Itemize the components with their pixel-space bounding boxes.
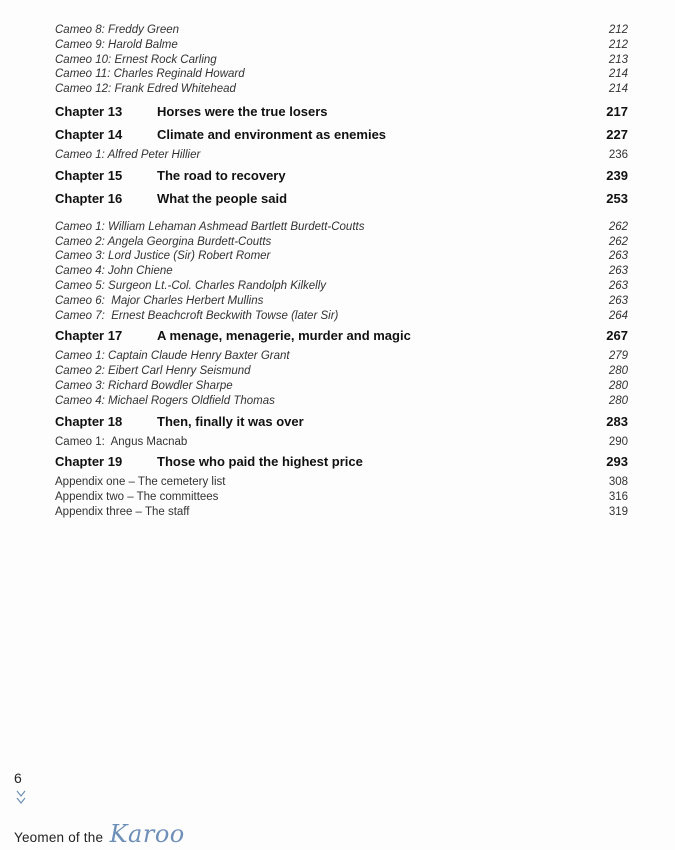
toc-cameo-row[interactable]	[55, 235, 628, 250]
cameo-title: Cameo 8: Freddy Green	[55, 24, 180, 36]
cameo-page: 263	[608, 279, 628, 292]
toc-cameo-row[interactable]	[55, 364, 628, 379]
chapter-number: Chapter 15	[55, 167, 123, 183]
cameo-title: Cameo 7: Ernest Beachcroft Beckwith Towse (later Sir)	[55, 309, 339, 322]
toc-cameo-row[interactable]	[55, 264, 628, 279]
appendix-title: Appendix one – The cemetery list	[55, 476, 226, 489]
appendix-title: Appendix three – The staff	[55, 505, 190, 518]
toc-chapter-row[interactable]	[55, 191, 628, 207]
cameo-title: Cameo 2: Angela Georgina Burdett-Coutts	[55, 235, 272, 248]
cameo-page: 236	[608, 148, 628, 161]
chapter-title: Horses were the true losers	[157, 103, 328, 119]
chapter-number: Chapter 18	[55, 413, 123, 429]
cameo-page: 280	[608, 394, 628, 407]
appendix-page: 319	[608, 505, 628, 518]
cameo-title: Cameo 10: Ernest Rock Carling	[55, 53, 217, 66]
appendix-page: 316	[608, 491, 628, 504]
cameo-page: 213	[608, 53, 628, 66]
toc-appendix-row[interactable]	[55, 505, 628, 520]
toc-cameo-row[interactable]	[55, 294, 628, 309]
cameo-title: Cameo 11: Charles Reginald Howard	[55, 68, 245, 81]
cameo-page: 290	[608, 435, 628, 448]
cameo-title: Cameo 1: Alfred Peter Hillier	[55, 148, 201, 161]
page-number: 6	[14, 770, 22, 786]
toc-chapter-row[interactable]	[55, 328, 628, 344]
cameo-title: Cameo 1: Angus Macnab	[55, 435, 188, 448]
cameo-page: 214	[608, 68, 628, 81]
toc-chapter-row[interactable]	[55, 414, 628, 430]
cameo-title: Cameo 6: Major Charles Herbert Mullins	[55, 294, 264, 307]
cameo-title: Cameo 2: Eibert Carl Henry Seismund	[55, 365, 251, 378]
brand-text: Yeomen of the	[14, 830, 104, 845]
cameo-page: 214	[608, 83, 628, 96]
cameo-page: 263	[608, 294, 628, 307]
chapter-title: Those who paid the highest price	[157, 454, 363, 470]
cameo-page: 262	[608, 220, 628, 233]
table-of-contents	[55, 23, 628, 520]
cameo-title: Cameo 9: Harold Balme	[55, 38, 178, 51]
chapter-number: Chapter 14	[55, 126, 123, 142]
cameo-page: 212	[608, 24, 628, 36]
chapter-page: 267	[606, 328, 628, 344]
cameo-title: Cameo 1: William Lehaman Ashmead Bartlett Burdett-Coutts	[55, 220, 365, 233]
toc-cameo-row[interactable]	[55, 349, 628, 364]
toc-cameo-row[interactable]	[55, 394, 628, 409]
cameo-page: 263	[608, 250, 628, 263]
toc-cameo-row[interactable]	[55, 279, 628, 294]
toc-cameo-row[interactable]	[55, 148, 628, 163]
cameo-page: 280	[608, 379, 628, 392]
chapter-title: Then, finally it was over	[157, 413, 304, 429]
appendix-page: 308	[608, 476, 628, 489]
toc-cameo-row[interactable]	[55, 249, 628, 264]
toc-cameo-row[interactable]	[55, 53, 628, 68]
cameo-title: Cameo 1: Captain Claude Henry Baxter Grant	[55, 350, 290, 363]
cameo-page: 263	[608, 265, 628, 278]
brand-script-logo: Karoo	[109, 820, 185, 848]
cameo-title: Cameo 5: Surgeon Lt.-Col. Charles Randolph Kilkelly	[55, 279, 327, 292]
cameo-page: 280	[608, 365, 628, 378]
appendix-title: Appendix two – The committees	[55, 491, 219, 504]
toc-chapter-row[interactable]	[55, 454, 628, 470]
toc-cameo-row[interactable]	[55, 435, 628, 450]
cameo-title: Cameo 3: Lord Justice (Sir) Robert Romer	[55, 250, 271, 263]
cameo-title: Cameo 4: Michael Rogers Oldfield Thomas	[55, 394, 275, 407]
toc-cameo-row[interactable]	[55, 67, 628, 82]
chapter-number: Chapter 17	[55, 328, 123, 344]
cameo-page: 264	[608, 309, 628, 322]
chapter-page: 217	[606, 103, 628, 119]
cameo-page: 212	[608, 38, 628, 51]
chapter-page: 253	[606, 190, 628, 206]
cameo-page: 279	[608, 350, 628, 363]
toc-chapter-row[interactable]	[55, 127, 628, 143]
toc-appendix-row[interactable]	[55, 475, 628, 490]
toc-cameo-row[interactable]	[55, 220, 628, 235]
cameo-page: 262	[608, 235, 628, 248]
chapter-page: 239	[606, 167, 628, 183]
chapter-title: Climate and environment as enemies	[157, 126, 387, 142]
toc-cameo-row[interactable]	[55, 23, 628, 38]
toc-cameo-row[interactable]	[55, 309, 628, 324]
toc-chapter-row[interactable]	[55, 168, 628, 184]
chapter-number: Chapter 19	[55, 454, 123, 470]
chapter-number: Chapter 16	[55, 190, 123, 206]
page-footer	[14, 770, 185, 848]
cameo-title: Cameo 4: John Chiene	[55, 265, 173, 278]
cameo-title: Cameo 3: Richard Bowdler Sharpe	[55, 379, 233, 392]
chapter-page: 293	[606, 454, 628, 470]
toc-cameo-row[interactable]	[55, 38, 628, 53]
chapter-title: What the people said	[157, 190, 288, 206]
double-chevron-down-icon	[16, 790, 26, 806]
chapter-number: Chapter 13	[55, 103, 123, 119]
toc-cameo-row[interactable]	[55, 379, 628, 394]
chapter-page: 227	[606, 126, 628, 142]
toc-cameo-row[interactable]	[55, 82, 628, 97]
toc-chapter-row[interactable]	[55, 104, 628, 120]
chapter-title: The road to recovery	[157, 167, 286, 183]
toc-appendix-row[interactable]	[55, 490, 628, 505]
cameo-title: Cameo 12: Frank Edred Whitehead	[55, 83, 236, 96]
chapter-page: 283	[606, 413, 628, 429]
chapter-title: A menage, menagerie, murder and magic	[157, 328, 411, 344]
book-brand	[14, 820, 185, 848]
